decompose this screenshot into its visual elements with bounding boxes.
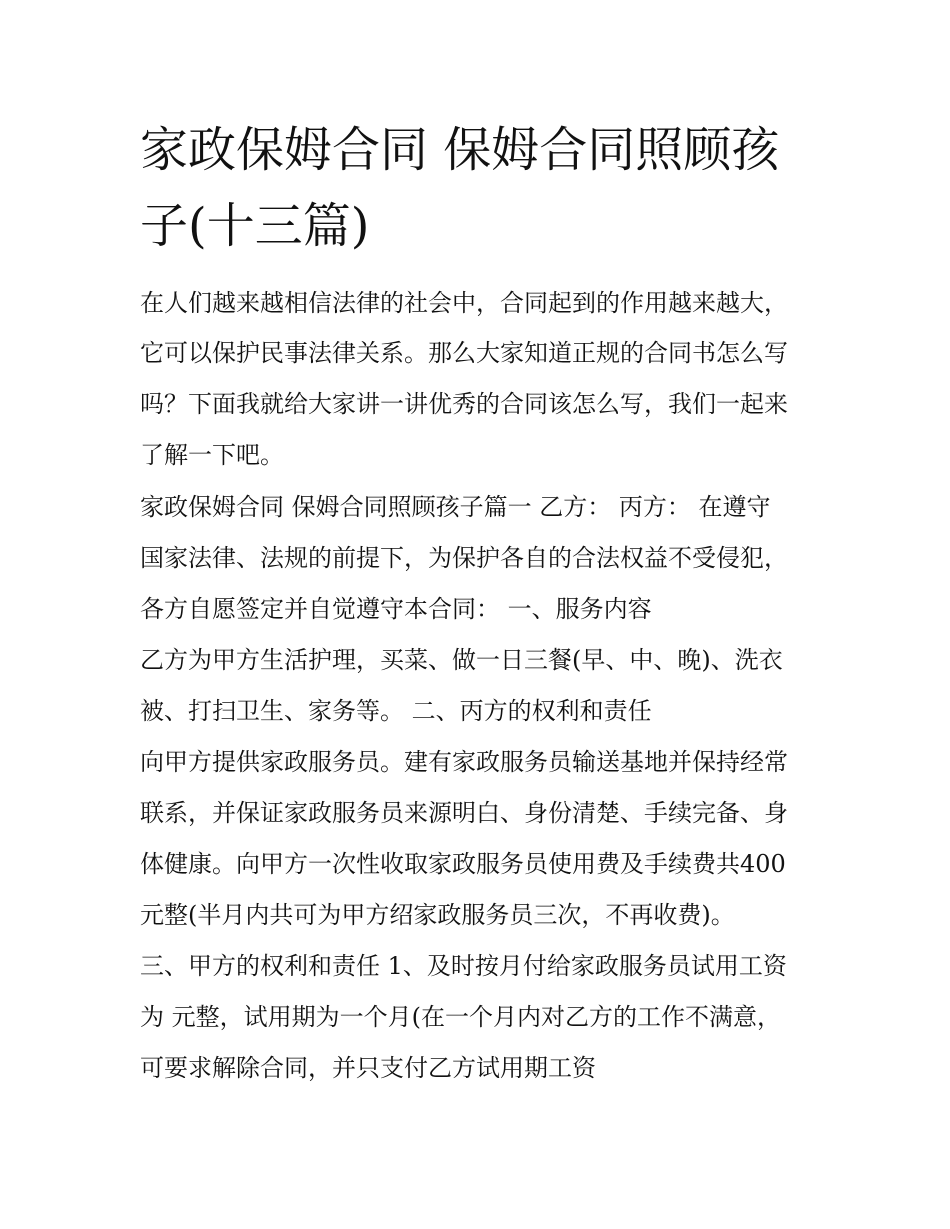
body-line: 联系，并保证家政服务员来源明白、身份清楚、手续完备、身 bbox=[140, 799, 788, 827]
body-line: 了解一下吧。 bbox=[140, 441, 284, 469]
body-line: 在人们越来越相信法律的社会中，合同起到的作用越来越大， bbox=[140, 289, 788, 317]
body-line: 三、甲方的权利和责任 1、及时按月付给家政服务员试用工资 bbox=[140, 952, 787, 980]
body-line: 吗？下面我就给大家讲一讲优秀的合同该怎么写，我们一起来 bbox=[140, 390, 788, 418]
body-line: 它可以保护民事法律关系。那么大家知道正规的合同书怎么写 bbox=[140, 339, 788, 367]
title-line-2: 子(十三篇) bbox=[140, 198, 370, 254]
body-line: 各方自愿签定并自觉遵守本合同： 一、服务内容 bbox=[140, 595, 652, 623]
body-line: 被、打扫卫生、家务等。 二、丙方的权利和责任 bbox=[140, 697, 652, 725]
body-line: 向甲方提供家政服务员。建有家政服务员输送基地并保持经常 bbox=[140, 748, 788, 776]
body-line: 可要求解除合同，并只支付乙方试用期工资 bbox=[140, 1054, 596, 1082]
body-line: 元整(半月内共可为甲方绍家政服务员三次，不再收费)。 bbox=[140, 901, 735, 929]
body-line: 国家法律、法规的前提下，为保护各自的合法权益不受侵犯， bbox=[140, 544, 788, 572]
body-line: 家政保姆合同 保姆合同照顾孩子篇一 乙方： 丙方： 在遵守 bbox=[140, 493, 771, 521]
body-line: 体健康。向甲方一次性收取家政服务员使用费及手续费共400 bbox=[140, 850, 786, 878]
body-line: 乙方为甲方生活护理，买菜、做一日三餐(早、中、晚)、洗衣 bbox=[140, 646, 783, 674]
body-line: 为 元整，试用期为一个月(在一个月内对乙方的工作不满意， bbox=[140, 1003, 781, 1031]
title-line-1: 家政保姆合同 保姆合同照顾孩 bbox=[140, 122, 780, 178]
page-title bbox=[140, 112, 830, 264]
